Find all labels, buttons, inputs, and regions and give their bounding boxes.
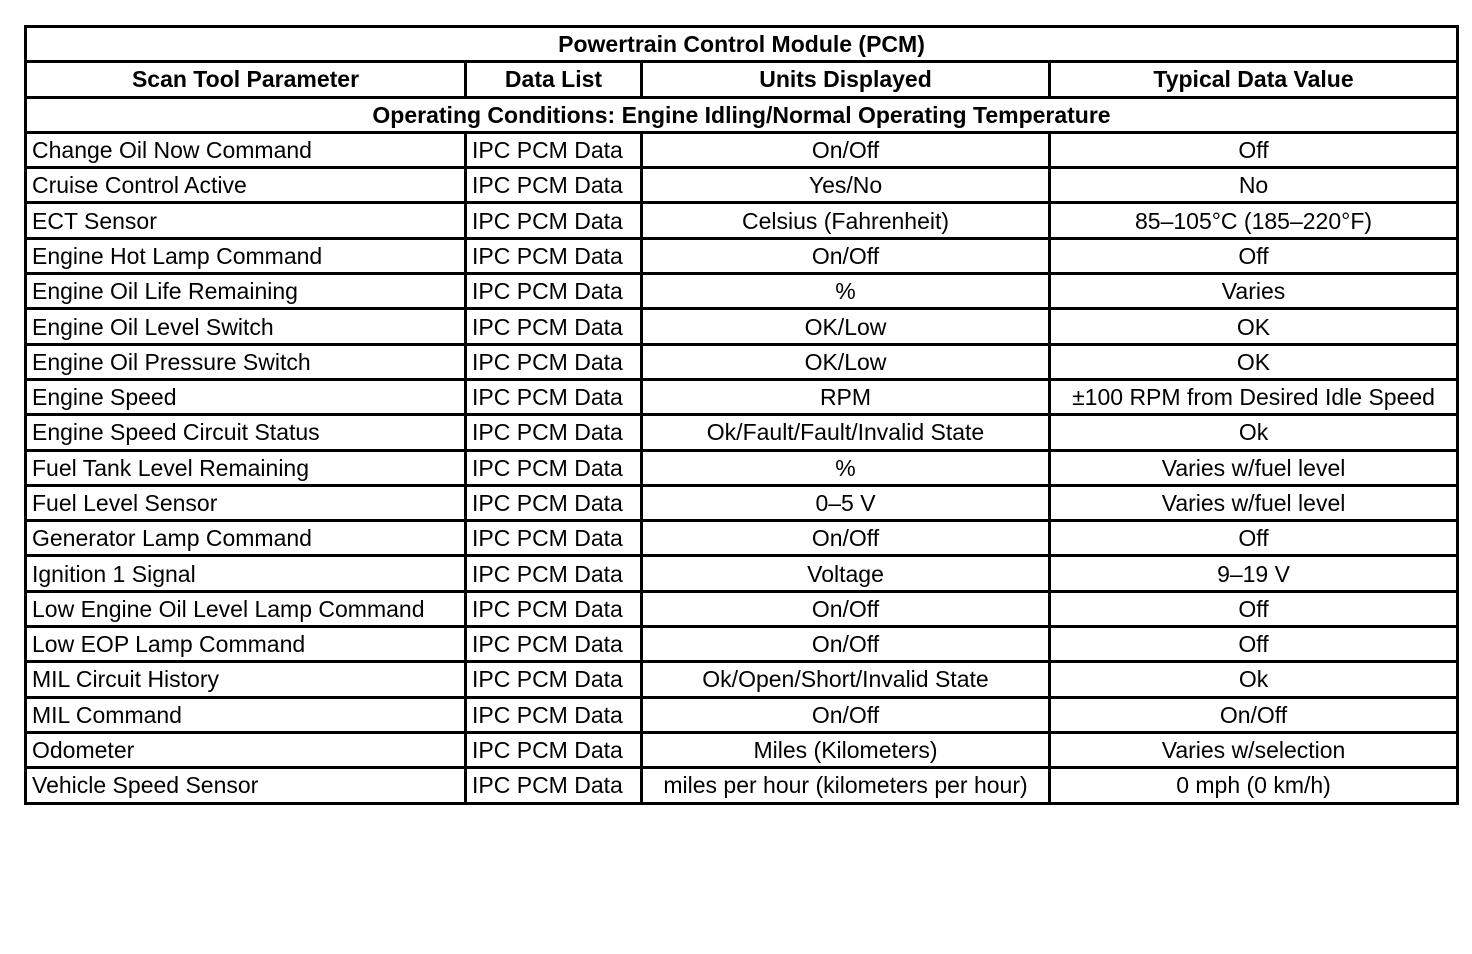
cell-typical-value: Off (1050, 238, 1458, 273)
title-row (26, 27, 1458, 62)
conditions-row (26, 97, 1458, 132)
cell-typical-value: Varies w/fuel level (1050, 485, 1458, 520)
table-row (26, 732, 1458, 767)
column-header-units: Units Displayed (642, 62, 1050, 97)
table-row (26, 415, 1458, 450)
table-row (26, 132, 1458, 167)
table-row (26, 591, 1458, 626)
cell-data-list: IPC PCM Data (466, 344, 642, 379)
column-header-data-list: Data List (466, 62, 642, 97)
pcm-data-table (24, 25, 1459, 805)
cell-parameter: Generator Lamp Command (26, 521, 466, 556)
table-row (26, 556, 1458, 591)
cell-data-list: IPC PCM Data (466, 309, 642, 344)
table-row (26, 203, 1458, 238)
cell-parameter: Low EOP Lamp Command (26, 627, 466, 662)
column-header-typical-value: Typical Data Value (1050, 62, 1458, 97)
table-title: Powertrain Control Module (PCM) (26, 27, 1458, 62)
cell-data-list: IPC PCM Data (466, 274, 642, 309)
cell-typical-value: Ok (1050, 415, 1458, 450)
cell-data-list: IPC PCM Data (466, 697, 642, 732)
table-row (26, 450, 1458, 485)
cell-units: Voltage (642, 556, 1050, 591)
cell-parameter: ECT Sensor (26, 203, 466, 238)
cell-parameter: Fuel Tank Level Remaining (26, 450, 466, 485)
cell-data-list: IPC PCM Data (466, 591, 642, 626)
column-header-parameter: Scan Tool Parameter (26, 62, 466, 97)
cell-data-list: IPC PCM Data (466, 168, 642, 203)
cell-units: Ok/Open/Short/Invalid State (642, 662, 1050, 697)
cell-units: 0–5 V (642, 485, 1050, 520)
cell-typical-value: OK (1050, 309, 1458, 344)
cell-units: On/Off (642, 627, 1050, 662)
cell-data-list: IPC PCM Data (466, 415, 642, 450)
table-row (26, 274, 1458, 309)
table-row (26, 662, 1458, 697)
cell-parameter: Low Engine Oil Level Lamp Command (26, 591, 466, 626)
cell-typical-value: 0 mph (0 km/h) (1050, 768, 1458, 803)
cell-parameter: Ignition 1 Signal (26, 556, 466, 591)
cell-typical-value: 9–19 V (1050, 556, 1458, 591)
cell-typical-value: 85–105°C (185–220°F) (1050, 203, 1458, 238)
cell-units: On/Off (642, 591, 1050, 626)
table-row (26, 521, 1458, 556)
cell-units: Ok/Fault/Fault/Invalid State (642, 415, 1050, 450)
cell-data-list: IPC PCM Data (466, 238, 642, 273)
cell-typical-value: Off (1050, 132, 1458, 167)
cell-data-list: IPC PCM Data (466, 379, 642, 414)
cell-units: RPM (642, 379, 1050, 414)
cell-parameter: Engine Oil Level Switch (26, 309, 466, 344)
cell-data-list: IPC PCM Data (466, 485, 642, 520)
cell-data-list: IPC PCM Data (466, 768, 642, 803)
cell-typical-value: Off (1050, 627, 1458, 662)
cell-units: OK/Low (642, 309, 1050, 344)
table-row (26, 344, 1458, 379)
table-row (26, 379, 1458, 414)
cell-parameter: Engine Oil Life Remaining (26, 274, 466, 309)
cell-units: Miles (Kilometers) (642, 732, 1050, 767)
cell-data-list: IPC PCM Data (466, 556, 642, 591)
table-row (26, 627, 1458, 662)
cell-parameter: Engine Hot Lamp Command (26, 238, 466, 273)
cell-parameter: Engine Speed Circuit Status (26, 415, 466, 450)
cell-typical-value: Ok (1050, 662, 1458, 697)
cell-units: Celsius (Fahrenheit) (642, 203, 1050, 238)
cell-units: On/Off (642, 697, 1050, 732)
table-row (26, 238, 1458, 273)
cell-parameter: Cruise Control Active (26, 168, 466, 203)
cell-units: On/Off (642, 132, 1050, 167)
table-row (26, 697, 1458, 732)
cell-data-list: IPC PCM Data (466, 521, 642, 556)
cell-units: Yes/No (642, 168, 1050, 203)
cell-units: % (642, 274, 1050, 309)
cell-typical-value: Off (1050, 591, 1458, 626)
cell-data-list: IPC PCM Data (466, 662, 642, 697)
table-body (26, 132, 1458, 803)
cell-units: On/Off (642, 238, 1050, 273)
cell-data-list: IPC PCM Data (466, 450, 642, 485)
cell-data-list: IPC PCM Data (466, 627, 642, 662)
cell-units: On/Off (642, 521, 1050, 556)
header-row (26, 62, 1458, 97)
cell-data-list: IPC PCM Data (466, 732, 642, 767)
cell-typical-value: Varies (1050, 274, 1458, 309)
table-row (26, 168, 1458, 203)
cell-units: miles per hour (kilometers per hour) (642, 768, 1050, 803)
cell-typical-value: On/Off (1050, 697, 1458, 732)
table-row (26, 485, 1458, 520)
cell-parameter: Engine Oil Pressure Switch (26, 344, 466, 379)
cell-typical-value: Varies w/selection (1050, 732, 1458, 767)
cell-data-list: IPC PCM Data (466, 132, 642, 167)
cell-typical-value: Varies w/fuel level (1050, 450, 1458, 485)
cell-typical-value: ±100 RPM from Desired Idle Speed (1050, 379, 1458, 414)
cell-parameter: MIL Command (26, 697, 466, 732)
table-row (26, 768, 1458, 803)
cell-units: % (642, 450, 1050, 485)
cell-parameter: Change Oil Now Command (26, 132, 466, 167)
cell-parameter: MIL Circuit History (26, 662, 466, 697)
cell-data-list: IPC PCM Data (466, 203, 642, 238)
cell-parameter: Odometer (26, 732, 466, 767)
operating-conditions: Operating Conditions: Engine Idling/Normal Operating Temperature (26, 97, 1458, 132)
cell-typical-value: No (1050, 168, 1458, 203)
cell-units: OK/Low (642, 344, 1050, 379)
cell-typical-value: Off (1050, 521, 1458, 556)
cell-typical-value: OK (1050, 344, 1458, 379)
cell-parameter: Fuel Level Sensor (26, 485, 466, 520)
table-row (26, 309, 1458, 344)
cell-parameter: Vehicle Speed Sensor (26, 768, 466, 803)
cell-parameter: Engine Speed (26, 379, 466, 414)
